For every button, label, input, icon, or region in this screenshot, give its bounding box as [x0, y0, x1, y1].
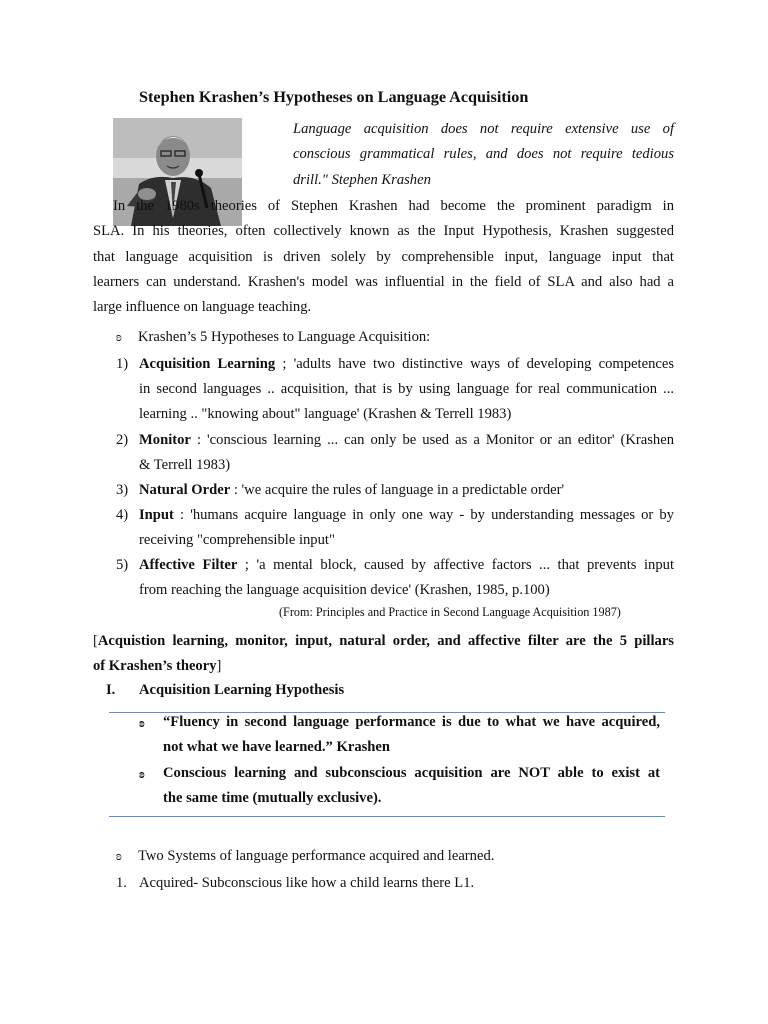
- systems-heading-text: Two Systems of language performance acquired and learned.: [138, 848, 495, 864]
- page-title: Stephen Krashen’s Hypotheses on Language Acquisition: [139, 88, 529, 106]
- bullet-icon: ʚ: [116, 329, 122, 344]
- bullet-icon: ʚ: [116, 848, 122, 863]
- bullet-icon: ʚ: [139, 715, 145, 730]
- hypothesis-term: Natural Order: [139, 482, 231, 498]
- bullet-icon: ʚ: [139, 766, 145, 781]
- item-number: 4): [116, 507, 129, 523]
- hypotheses-heading: [116, 324, 430, 350]
- intro-line: In the 1980s theories of Stephen Krashen had become the prominent paradigm in: [113, 198, 674, 214]
- intro-line: large influence on language teaching.: [93, 299, 312, 316]
- intro-line: SLA. In his theories, often collectively known as the Input Hypothesis, Krashen suggested: [93, 223, 674, 240]
- section-title: Acquisition Learning Hypothesis: [139, 682, 345, 698]
- item-number: 5): [116, 557, 129, 573]
- source-citation: (From: Principles and Practice in Second Language Acquisition 1987): [279, 605, 621, 619]
- quote-line: conscious grammatical rules, and does not require tedious: [293, 146, 674, 163]
- intro-line: learners can understand. Krashen's model was influential in the field of SLA and also had a: [93, 273, 674, 290]
- item-number: 1.: [116, 875, 127, 891]
- box-bottom-rule: [109, 816, 665, 817]
- hypothesis-term: Affective Filter: [139, 557, 238, 573]
- hypothesis-term: Acquisition Learning: [139, 356, 276, 372]
- item-number: 1): [116, 356, 129, 372]
- intro-paragraph: [93, 194, 674, 320]
- hypotheses-heading-text: Krashen’s 5 Hypotheses to Language Acquisition:: [138, 329, 431, 345]
- krashen-quote: [293, 117, 674, 193]
- pillars-statement: [Acquistion learning, monitor, input, natural order, and affective filter are the 5 pillars of Krashen’s theory]: [93, 633, 674, 674]
- systems-item-text: Acquired- Subconscious like how a child learns there L1.: [139, 875, 475, 891]
- hypothesis-term: Input: [139, 507, 174, 523]
- item-number: 3): [116, 482, 129, 498]
- quote-line: Language acquisition does not require extensive use of: [293, 121, 674, 137]
- hypothesis-term: Monitor: [139, 432, 191, 448]
- systems-heading: [116, 843, 494, 869]
- systems-list-item: [116, 871, 474, 896]
- quote-line: drill." Stephen Krashen: [293, 171, 431, 188]
- section-number: I.: [106, 682, 116, 698]
- item-number: 2): [116, 432, 129, 448]
- intro-line: that language acquisition is driven solely by comprehensible input, language input that: [93, 248, 674, 265]
